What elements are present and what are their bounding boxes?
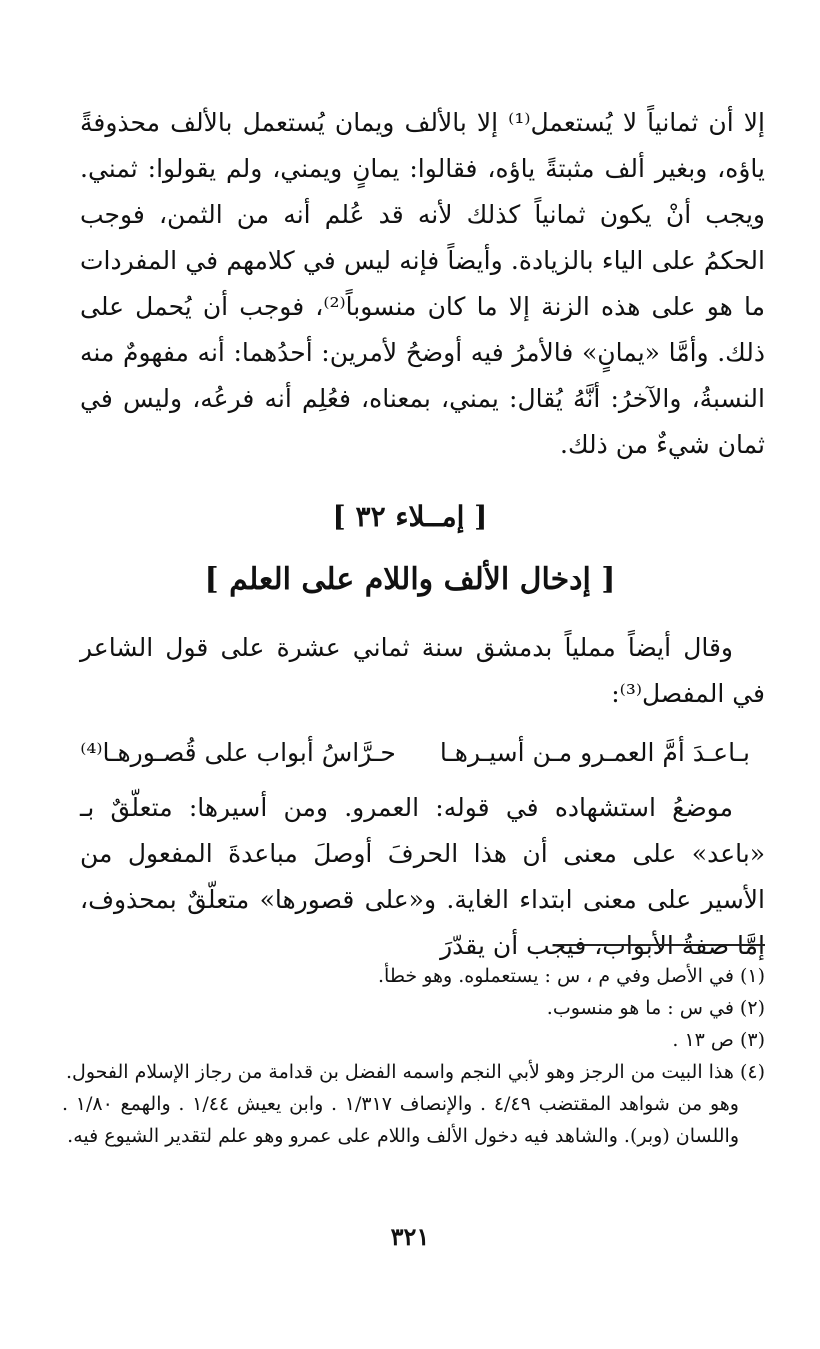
- verse-first-hemistich: بـاعـدَ أمَّ العمـرو مـن أسيـرهـا: [439, 738, 750, 767]
- footnote-4-continuation: وهو من شواهد المقتضب ٤/٤٩ . والإنصاف ١/٣١٧ . وابن يعيش ١/٤٤ . والهمع ١/٨٠ . واللسان (وبر). والشاهد فيه دخول الألف واللام على عمرو وهو علم لتقدير الشيوع فيه.: [62, 1093, 739, 1147]
- dictation-heading: [ إمــلاء ٣٢ ]: [332, 500, 488, 533]
- footnotes: [62, 960, 765, 1152]
- intro-text: وقال أيضاً مملياً بدمشق سنة ثماني عشرة على قول الشاعر في المفصل⁽³⁾:: [80, 633, 765, 708]
- footnote-1: (١) في الأصل وفي م ، س : يستعملوه. وهو خطأ.: [378, 965, 765, 987]
- opening-paragraph: إلا أن ثمانياً لا يُستعمل⁽¹⁾ إلا بالألف ويمان يُستعمل بالألف محذوفةً ياؤه، وبغير ألف مثبتةً ياؤه، فقالوا: يمانٍ ويمني، ولم يقولوا: ثمني. ويجب أنْ يكون ثمانياً كذلك لأنه قد عُلم أنه من الثمن، فوجب الحكمُ على الياء بالزيادة. وأيضاً فإنه ليس في كلامهم في المفردات ما هو على هذه الزنة إلا ما كان منسوباً⁽²⁾، فوجب أن يُحمل على ذلك. وأمَّا «يمانٍ» فالأمرُ فيه أوضحُ لأمرين: أحدُهما: أنه مفهومٌ منه النسبةُ، والآخرُ: أنَّهُ يُقال: يمني، بمعناه، فعُلِم أنه فرعُه، وليس في ثمان شيءٌ من ذلك.: [80, 108, 765, 459]
- footnote-4: (٤) هذا البيت من الرجز وهو لأبي النجم واسمه الفضل بن قدامة من رجاز الإسلام الفحول.: [65, 1061, 765, 1083]
- footnote-2: (٢) في س : ما هو منسوب.: [546, 997, 765, 1019]
- intro-paragraph: [80, 625, 765, 717]
- section-title: [ إدخال الألف واللام على العلم ]: [204, 562, 616, 597]
- verse-second-hemistich: حـرَّاسُ أبواب على قُصـورهـا⁽⁴⁾: [80, 738, 396, 767]
- page-number: ٣٢١: [390, 1222, 430, 1251]
- poetry-verse: [60, 730, 750, 776]
- footnote-3: (٣) ص ١٣ .: [672, 1029, 765, 1051]
- commentary-paragraph: موضعُ استشهاده في قوله: العمرو. ومن أسيرها: متعلّقٌ بـ «باعد» على معنى أن هذا الحرفَ أوصلَ مباعدةَ المفعول من الأسير على معنى ابتداء الغاية. و«على قصورها» متعلّقٌ بمحذوف، إمَّا صفةُ الأبواب، فيجب أن يقدّرَ: [80, 793, 765, 960]
- footnote-separator: [555, 944, 765, 946]
